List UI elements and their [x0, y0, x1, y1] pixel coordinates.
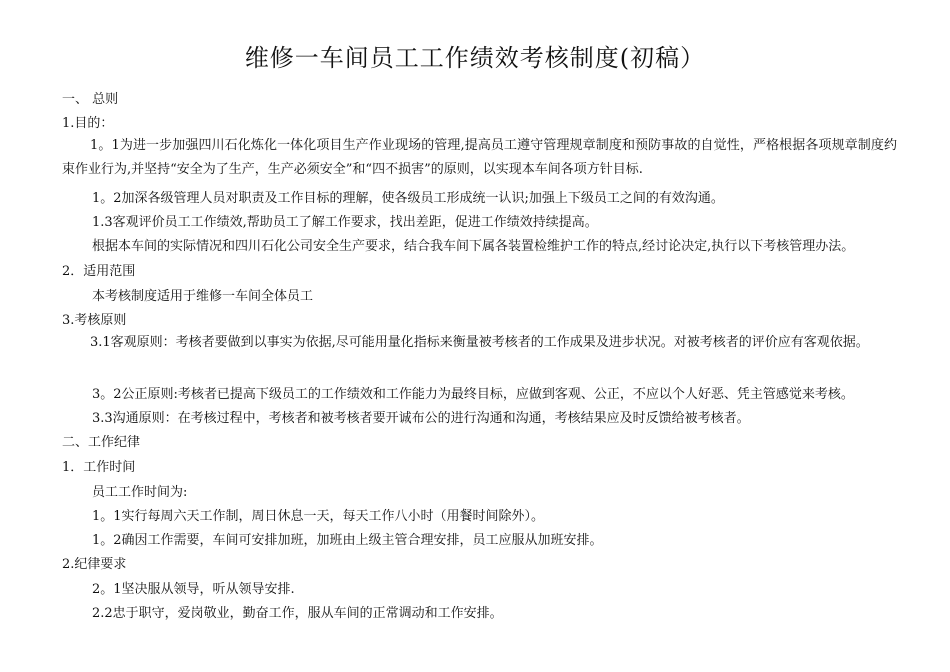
purpose-item-1-1: 1。1为进一步加强四川石化炼化一体化项目生产作业现场的管理,提高员工遵守管理规章制度和预防事故的自觉性，严格根据各项规章制度约束作业行为,并坚持“安全为了生产，生产必须安全”和“四不损害”的原则，以实现本车间各项方针目标. [62, 138, 897, 177]
discipline-item-2-2: 2.2忠于职守，爱岗敬业，勤奋工作，服从车间的正常调动和工作安排。 [92, 606, 503, 621]
principle-heading: 3.考核原则 [62, 313, 127, 328]
section-heading-discipline: 二、工作纪律 [62, 435, 141, 450]
principle-item-3-2: 3。2公正原则:考核者已提高下级员工的工作绩效和工作能力为最终目标，应做到客观、公正，不应以个人好恶、凭主管感觉来考核。 [92, 387, 854, 402]
principle-item-3-3: 3.3沟通原则：在考核过程中，考核者和被考核者要开诚布公的进行沟通和沟通，考核结果应及时反馈给被考核者。 [92, 411, 750, 426]
discipline-item-2-1: 2。1坚决服从领导，听从领导安排. [92, 582, 295, 597]
work-time-item-1-2: 1。2确因工作需要，车间可安排加班，加班由上级主管合理安排，员工应服从加班安排。 [92, 533, 603, 548]
discipline-heading: 2.纪律要求 [62, 557, 127, 572]
work-time-item-1-1: 1。1实行每周六天工作制，周日休息一天，每天工作八小时（用餐时间除外）。 [92, 509, 545, 524]
work-time-intro: 员工工作时间为: [92, 485, 188, 500]
principle-item-3-1: 3.1客观原则：考核者要做到以事实为依据,尽可能用量化指标来衡量被考核者的工作成果及进步状况。对被考核者的评价应有客观依据。 [90, 335, 869, 350]
purpose-item-1-3: 1.3客观评价员工工作绩效,帮助员工了解工作要求，找出差距，促进工作绩效持续提高。 [92, 215, 598, 230]
purpose-item-1-2: 1。2加深各级管理人员对职责及工作目标的理解，使各级员工形成统一认识;加强上下级员工之间的有效沟通。 [92, 191, 724, 206]
purpose-heading: 1.目的： [62, 116, 114, 131]
scope-heading: 2．适用范围 [62, 264, 136, 279]
scope-text: 本考核制度适用于维修一车间全体员工 [92, 289, 314, 304]
document-title: 维修一车间员工工作绩效考核制度(初稿） [244, 44, 706, 72]
purpose-summary: 根据本车间的实际情况和四川石化公司安全生产要求，结合我车间下属各装置检维护工作的特点,经讨论决定,执行以下考核管理办法。 [92, 239, 855, 254]
section-heading-general: 一、 总则 [62, 92, 119, 107]
work-time-heading: 1．工作时间 [62, 460, 136, 475]
